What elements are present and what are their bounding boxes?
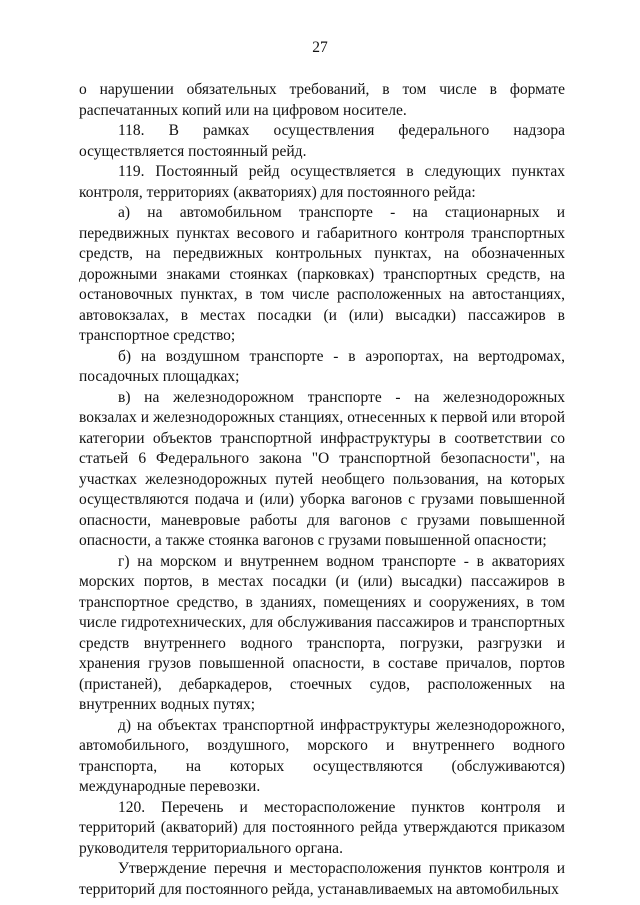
paragraph-item-118: 118. В рамках осуществления федерального надзора осуществляется постоянный рейд. xyxy=(79,122,565,160)
paragraph-continuation: о нарушении обязательных требований, в том числе в формате распечатанных копий или на цифровом носителе. xyxy=(79,81,565,119)
subitem-g-sea-river-transport: г) на морском и внутреннем водном транспорте - в акваториях морских портов, в местах посадки (и (или) высадки) пассажиров в транспортное средство, в зданиях, помещениях и сооружениях, в том числе гидротехнических, для обслуживания пассажиров и транспортных средств внутреннего водного транспорта, погрузки, разгрузки и хранения грузов повышенной опасности, в составе причалов, портов (пристаней), дебаркадеров, стоечных судов, расположенных на внутренних водных путях; xyxy=(79,552,565,713)
document-body xyxy=(79,80,565,900)
subitem-b-air-transport: б) на воздушном транспорте - в аэропортах, на вертодромах, посадочных площадках; xyxy=(79,347,565,385)
subitem-d-international-transport: д) на объектах транспортной инфраструктуры железнодорожного, автомобильного, воздушного, морского и внутреннего водного транспорта, на которых осуществляются (обслуживаются) международные перевозки. xyxy=(79,716,565,795)
paragraph-item-119: 119. Постоянный рейд осуществляется в следующих пунктах контроля, территориях (акваториях) для постоянного рейда: xyxy=(79,163,565,201)
paragraph-approval: Утверждение перечня и месторасположения пунктов контроля и территорий для постоянного рейда, устанавливаемых на автомобильных xyxy=(79,860,565,898)
paragraph-item-120: 120. Перечень и месторасположение пунктов контроля и территорий (акваторий) для постоянного рейда утверждаются приказом руководителя территориального органа. xyxy=(79,798,565,857)
subitem-v-rail-transport: в) на железнодорожном транспорте - на железнодорожных вокзалах и железнодорожных станциях, отнесенных к первой или второй категории объектов транспортной инфраструктуры в соответствии со статьей 6 Федерального закона "О транспортной безопасности", на участках железнодорожных путей необщего пользования, на которых осуществляются подача и (или) уборка вагонов с грузами повышенной опасности, маневровые работы для вагонов с грузами повышенной опасности, а также стоянка вагонов с грузами повышенной опасности; xyxy=(79,388,565,549)
subitem-a-road-transport: а) на автомобильном транспорте - на стационарных и передвижных пунктах весового и габаритного контроля транспортных средств, на передвижных контрольных пунктах, на обозначенных дорожными знаками стоянках (парковках) транспортных средств, на остановочных пунктах, в том числе расположенных на автостанциях, автовокзалах, в местах посадки (и (или) высадки) пассажиров в транспортное средство; xyxy=(79,204,565,344)
page-number: 27 xyxy=(312,39,328,56)
